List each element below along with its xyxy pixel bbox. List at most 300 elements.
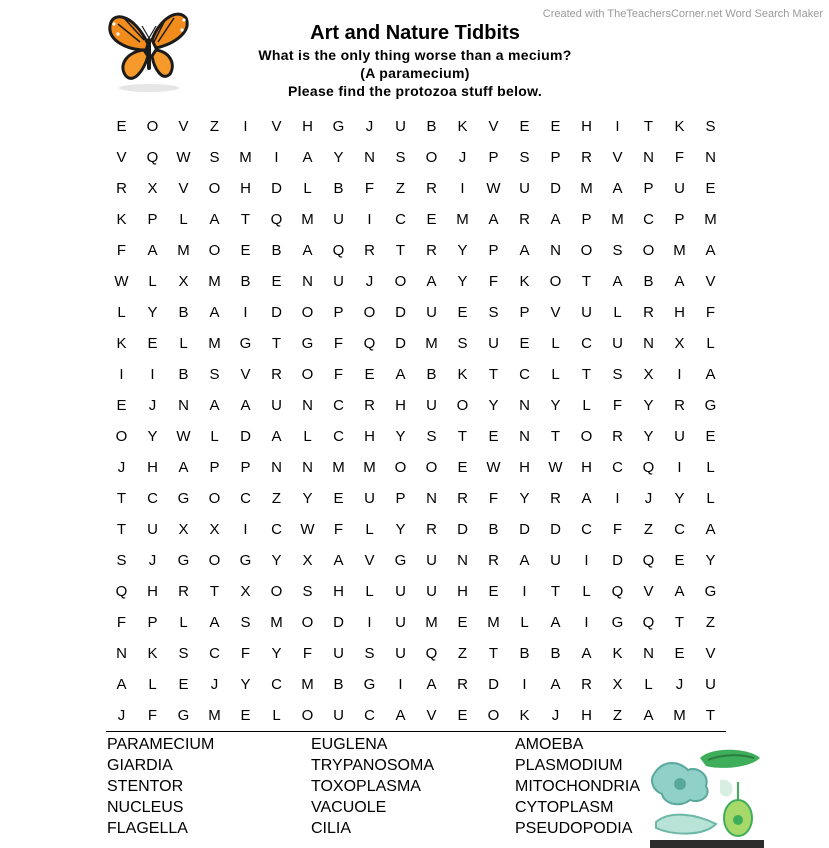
grid-letter: O [301,614,314,631]
grid-letter: M [270,614,283,631]
grid-letter: I [150,366,155,383]
word-list-item: PSEUDOPODIA [515,820,633,837]
grid-letter: N [271,459,282,476]
grid-letter: U [674,428,685,445]
grid-letter: A [302,242,313,259]
grid-letter: E [240,707,251,724]
grid-letter: F [333,335,344,352]
grid-letter: Y [488,397,499,414]
grid-letter: F [705,304,716,321]
grid-letter: V [116,149,127,166]
grid-letter: O [580,242,593,259]
grid-letter: U [333,211,344,228]
grid-letter: C [240,490,251,507]
grid-letter: P [643,180,654,197]
grid-letter: O [394,459,407,476]
grid-letter: C [612,459,623,476]
grid-letter: O [208,242,221,259]
grid-letter: S [426,428,437,445]
grid-letter: H [581,707,592,724]
grid-letter: L [179,211,188,228]
grid-letter: X [178,521,189,538]
grid-letter: B [550,645,561,662]
grid-letter: M [208,707,221,724]
grid-row [106,173,726,204]
grid-letter: E [519,335,530,352]
grid-letter: A [178,459,189,476]
grid-letter: S [364,645,375,662]
grid-letter: F [240,645,251,662]
grid-letter: T [457,428,468,445]
butterfly-icon [104,4,194,94]
grid-letter: P [581,211,592,228]
word-list-item: CYTOPLASM [515,799,614,816]
grid-letter: N [116,645,127,662]
grid-letter: O [642,242,655,259]
grid-letter: X [302,552,313,569]
grid-letter: A [612,180,623,197]
grid-letter: K [612,645,623,662]
grid-letter: O [208,552,221,569]
grid-letter: S [178,645,189,662]
grid-letter: M [208,273,221,290]
grid-letter: R [116,180,127,197]
grid-letter: A [550,211,561,228]
grid-letter: F [116,614,127,631]
grid-letter: T [550,583,561,600]
grid-letter: O [301,304,314,321]
grid-letter: M [363,459,376,476]
grid-letter: G [704,583,717,600]
grid-letter: F [302,645,313,662]
grid-letter: I [584,614,589,631]
grid-letter: Y [147,304,158,321]
grid-letter: O [425,149,438,166]
grid-letter: D [333,614,344,631]
grid-letter: H [240,180,251,197]
grid-letter: R [426,242,437,259]
grid-letter: A [519,242,530,259]
grid-letter: O [301,366,314,383]
grid-letter: P [519,304,530,321]
grid-letter: R [674,397,685,414]
grid-letter: M [425,335,438,352]
grid-letter: M [301,676,314,693]
grid-letter: X [209,521,220,538]
grid-letter: R [178,583,189,600]
grid-letter: L [706,335,715,352]
grid-letter: B [643,273,654,290]
grid-letter: I [367,614,372,631]
grid-letter: T [550,428,561,445]
grid-letter: J [675,676,684,693]
grid-letter: R [488,552,499,569]
grid-letter: V [705,645,716,662]
grid-letter: L [179,335,188,352]
grid-letter: H [364,428,375,445]
grid-letter: F [488,490,499,507]
grid-letter: L [582,583,591,600]
grid-letter: P [333,304,344,321]
grid-letter: X [612,676,623,693]
grid-letter: O [456,397,469,414]
grid-letter: I [119,366,124,383]
word-list-item: TRYPANOSOMA [311,757,434,774]
grid-letter: C [581,521,592,538]
grid-letter: R [457,490,468,507]
grid-letter: T [116,521,127,538]
grid-letter: M [704,211,717,228]
grid-letter: U [271,397,282,414]
grid-letter: R [519,211,530,228]
grid-letter: Y [395,521,406,538]
grid-row [106,483,726,514]
grid-letter: D [550,180,561,197]
grid-letter: N [302,273,313,290]
grid-letter: R [581,149,592,166]
grid-letter: U [674,180,685,197]
grid-letter: I [522,583,527,600]
word-search-grid [106,111,726,732]
grid-letter: E [488,428,499,445]
grid-letter: I [615,118,620,135]
grid-letter: A [674,583,685,600]
grid-letter: B [519,645,530,662]
grid-letter: O [301,707,314,724]
grid-letter: C [333,428,344,445]
grid-letter: R [364,397,375,414]
grid-letter: X [240,583,251,600]
grid-letter: M [332,459,345,476]
grid-letter: F [364,180,375,197]
grid-letter: J [644,490,653,507]
grid-letter: R [364,242,375,259]
grid-letter: Z [705,614,716,631]
grid-letter: C [147,490,158,507]
grid-letter: O [115,428,128,445]
grid-letter: T [581,273,592,290]
grid-letter: M [487,614,500,631]
grid-letter: T [643,118,654,135]
word-list-item: VACUOLE [311,799,387,816]
grid-letter: A [550,614,561,631]
grid-letter: N [364,149,375,166]
grid-letter: I [398,676,403,693]
grid-letter: L [520,614,529,631]
grid-letter: F [333,366,344,383]
grid-letter: K [116,211,127,228]
grid-letter: J [148,397,157,414]
grid-letter: U [395,645,406,662]
grid-letter: Z [612,707,623,724]
grid-letter: L [613,304,622,321]
grid-letter: B [426,118,437,135]
grid-letter: B [271,242,282,259]
grid-letter: F [612,397,623,414]
grid-letter: B [178,304,189,321]
grid-letter: N [426,490,437,507]
grid-letter: B [488,521,499,538]
grid-letter: X [178,273,189,290]
grid-letter: M [177,242,190,259]
grid-letter: P [488,149,499,166]
grid-letter: L [303,428,312,445]
grid-row [106,142,726,173]
grid-letter: O [270,583,283,600]
grid-letter: U [333,273,344,290]
grid-letter: S [395,149,406,166]
grid-letter: O [146,118,159,135]
grid-letter: G [301,335,314,352]
grid-letter: R [643,304,654,321]
grid-letter: D [240,428,251,445]
grid-letter: W [300,521,315,538]
grid-letter: A [550,676,561,693]
grid-letter: P [147,211,158,228]
grid-letter: E [674,552,685,569]
grid-letter: U [550,552,561,569]
grid-letter: S [457,335,468,352]
grid-letter: P [240,459,251,476]
grid-row [106,700,726,731]
grid-letter: O [487,707,500,724]
grid-letter: E [674,645,685,662]
grid-letter: E [457,304,468,321]
grid-letter: U [612,335,623,352]
grid-letter: E [705,428,716,445]
grid-letter: N [457,552,468,569]
grid-letter: I [367,211,372,228]
grid-letter: E [457,707,468,724]
grid-letter: A [116,676,127,693]
grid-letter: C [581,335,592,352]
word-list-item: GIARDIA [107,757,173,774]
grid-letter: E [426,211,437,228]
grid-row [106,514,726,545]
grid-letter: C [364,707,375,724]
grid-letter: N [519,397,530,414]
grid-letter: F [488,273,499,290]
grid-letter: U [333,645,344,662]
grid-letter: A [426,273,437,290]
grid-letter: U [426,304,437,321]
grid-letter: V [705,273,716,290]
grid-letter: U [395,583,406,600]
grid-letter: G [239,552,252,569]
grid-letter: H [333,583,344,600]
grid-letter: F [674,149,685,166]
grid-letter: G [363,676,376,693]
grid-letter: H [674,304,685,321]
grid-letter: E [116,118,127,135]
grid-letter: J [148,552,157,569]
riddle-question: What is the only thing worse than a mecium? [258,47,572,63]
grid-letter: S [705,118,716,135]
grid-letter: Q [611,583,624,600]
grid-letter: Y [705,552,716,569]
grid-letter: L [148,273,157,290]
grid-letter: Z [271,490,282,507]
grid-letter: F [333,521,344,538]
grid-letter: R [426,180,437,197]
word-list [107,734,719,839]
grid-letter: A [240,397,251,414]
grid-letter: T [705,707,716,724]
grid-letter: X [147,180,158,197]
grid-letter: A [426,676,437,693]
grid-letter: S [302,583,313,600]
grid-letter: V [271,118,282,135]
grid-letter: A [705,366,716,383]
grid-letter: A [612,273,623,290]
grid-letter: T [240,211,251,228]
grid-letter: V [178,180,189,197]
grid-letter: A [395,366,406,383]
grid-letter: S [240,614,251,631]
grid-letter: Z [209,118,220,135]
grid-letter: S [209,366,220,383]
grid-letter: T [271,335,282,352]
grid-letter: U [395,118,406,135]
grid-letter: S [488,304,499,321]
word-list-item: AMOEBA [515,736,584,753]
grid-letter: T [488,366,499,383]
grid-letter: L [706,459,715,476]
grid-row [106,545,726,576]
grid-letter: H [302,118,313,135]
grid-letter: L [179,614,188,631]
grid-letter: M [456,211,469,228]
grid-letter: Y [643,397,654,414]
grid-letter: N [302,397,313,414]
word-list-item: TOXOPLASMA [311,778,421,795]
grid-row [106,390,726,421]
grid-letter: L [706,490,715,507]
grid-letter: G [177,707,190,724]
grid-letter: Q [115,583,128,600]
grid-letter: O [549,273,562,290]
grid-letter: Z [643,521,654,538]
grid-letter: D [519,521,530,538]
grid-letter: Q [363,335,376,352]
grid-letter: A [209,614,220,631]
grid-row [106,111,726,142]
protozoa-illustration [650,744,764,848]
grid-row [106,607,726,638]
grid-letter: E [550,118,561,135]
grid-letter: V [488,118,499,135]
grid-letter: T [395,242,406,259]
grid-letter: W [486,459,501,476]
grid-letter: H [147,583,158,600]
grid-row [106,638,726,669]
grid-letter: M [239,149,252,166]
grid-letter: H [147,459,158,476]
grid-letter: Y [674,490,685,507]
grid-letter: W [176,428,191,445]
grid-letter: D [271,304,282,321]
grid-letter: Y [550,397,561,414]
grid-letter: N [705,149,716,166]
grid-letter: W [114,273,129,290]
grid-letter: G [704,397,717,414]
grid-letter: D [395,335,406,352]
grid-letter: Y [271,645,282,662]
grid-letter: K [457,118,468,135]
grid-letter: F [612,521,623,538]
grid-letter: M [208,335,221,352]
grid-letter: U [395,614,406,631]
grid-letter: I [677,459,682,476]
grid-letter: I [274,149,279,166]
grid-letter: N [519,428,530,445]
grid-letter: D [488,676,499,693]
grid-letter: C [271,676,282,693]
grid-letter: E [488,583,499,600]
grid-letter: O [363,304,376,321]
grid-letter: I [615,490,620,507]
grid-letter: L [365,583,374,600]
grid-letter: G [611,614,624,631]
grid-letter: W [486,180,501,197]
grid-letter: Y [147,428,158,445]
grid-letter: L [551,335,560,352]
grid-letter: E [271,273,282,290]
grid-letter: K [519,707,530,724]
grid-letter: U [364,490,375,507]
grid-letter: B [426,366,437,383]
grid-letter: O [580,428,593,445]
grid-letter: R [581,676,592,693]
grid-letter: M [301,211,314,228]
grid-letter: Y [395,428,406,445]
grid-letter: Y [302,490,313,507]
grid-letter: F [147,707,158,724]
grid-row [106,297,726,328]
grid-letter: W [176,149,191,166]
grid-letter: V [643,583,654,600]
grid-letter: K [457,366,468,383]
grid-letter: A [209,211,220,228]
grid-letter: R [550,490,561,507]
grid-letter: P [395,490,406,507]
grid-letter: P [674,211,685,228]
grid-row [106,266,726,297]
grid-letter: C [271,521,282,538]
grid-letter: I [243,304,248,321]
grid-letter: A [581,645,592,662]
grid-letter: U [581,304,592,321]
grid-letter: Y [519,490,530,507]
word-list-item: STENTOR [107,778,184,795]
grid-letter: E [333,490,344,507]
grid-letter: Y [643,428,654,445]
grid-letter: M [580,180,593,197]
grid-letter: U [488,335,499,352]
word-list-item: MITOCHONDRIA [515,778,641,795]
grid-letter: O [208,490,221,507]
grid-row [106,452,726,483]
grid-letter: W [548,459,563,476]
grid-letter: Q [642,552,655,569]
grid-letter: G [239,335,252,352]
grid-letter: N [643,335,654,352]
grid-letter: A [271,428,282,445]
grid-letter: M [673,707,686,724]
grid-letter: H [395,397,406,414]
grid-letter: L [117,304,126,321]
word-list-item: EUGLENA [311,736,388,753]
